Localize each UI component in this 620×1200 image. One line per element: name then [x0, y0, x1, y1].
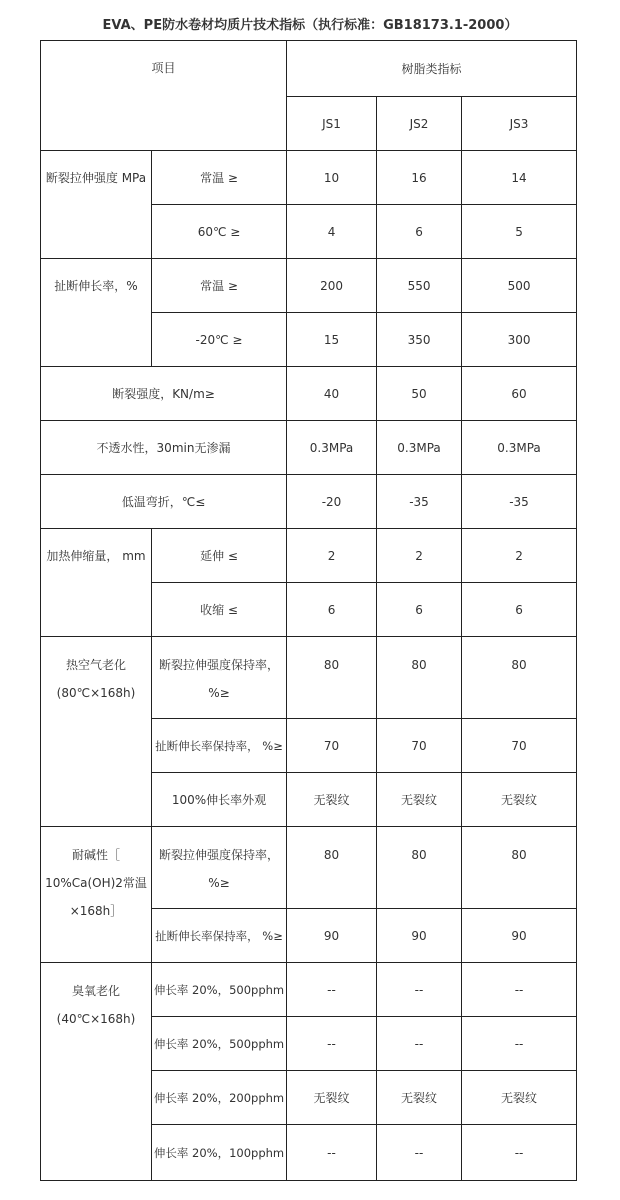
spec-table	[40, 40, 577, 1181]
cond-line2: %≥	[208, 876, 230, 890]
cond-cell	[152, 637, 287, 719]
value-cell: --	[462, 1125, 577, 1181]
value-cell: 80	[377, 637, 462, 719]
value-cell: 70	[462, 719, 577, 773]
value-cell: 90	[287, 909, 377, 963]
cond-cell: 100%伸长率外观	[152, 773, 287, 827]
value-cell: 80	[462, 827, 577, 909]
cond-cell: 延伸 ≤	[152, 529, 287, 583]
value-cell: 无裂纹	[462, 1071, 577, 1125]
aging-label-line1: 热空气老化	[65, 658, 126, 672]
table-row	[41, 475, 577, 529]
value-cell: 2	[287, 529, 377, 583]
ozone-label	[41, 963, 152, 1181]
table-title: EVA、PE防水卷材均质片技术指标（执行标准：GB18173.1-2000）	[102, 18, 518, 33]
value-cell: 6	[287, 583, 377, 637]
value-cell: 14	[462, 151, 577, 205]
cond-cell: -20℃ ≥	[152, 313, 287, 367]
value-cell: 40	[287, 367, 377, 421]
value-cell: 2	[377, 529, 462, 583]
table-row	[41, 367, 577, 421]
alkali-label-line1: 耐碱性［	[71, 848, 120, 862]
value-cell: -20	[287, 475, 377, 529]
value-cell: -35	[462, 475, 577, 529]
value-cell: 0.3MPa	[377, 421, 462, 475]
table-row	[41, 529, 577, 583]
value-cell: 6	[462, 583, 577, 637]
alkali-label	[41, 827, 152, 963]
value-cell: 350	[377, 313, 462, 367]
col-js2: JS2	[377, 97, 462, 151]
table-row	[41, 637, 577, 719]
elongation-label: 扯断伸长率，%	[41, 259, 152, 367]
value-cell: 90	[462, 909, 577, 963]
value-cell: 500	[462, 259, 577, 313]
value-cell: 0.3MPa	[462, 421, 577, 475]
heat-label: 加热伸缩量， mm	[41, 529, 152, 637]
value-cell: 70	[377, 719, 462, 773]
alkali-label-line3: ×168h］	[69, 904, 123, 918]
value-cell: --	[462, 963, 577, 1017]
cond-cell: 伸长率 20%，100pphm	[152, 1125, 287, 1181]
cond-cell	[152, 827, 287, 909]
value-cell: 300	[462, 313, 577, 367]
value-cell: --	[287, 1017, 377, 1071]
table-row	[41, 963, 577, 1017]
value-cell: 无裂纹	[377, 773, 462, 827]
cond-cell: 60℃ ≥	[152, 205, 287, 259]
col-js1: JS1	[287, 97, 377, 151]
value-cell: 无裂纹	[377, 1071, 462, 1125]
cond-cell: 常温 ≥	[152, 259, 287, 313]
cond-cell: 伸长率 20%，200pphm	[152, 1071, 287, 1125]
value-cell: 60	[462, 367, 577, 421]
table-row	[41, 827, 577, 909]
value-cell: 550	[377, 259, 462, 313]
cond-line1: 断裂拉伸强度保持率，	[159, 848, 280, 862]
tensile-label: 断裂拉伸强度 MPa	[41, 151, 152, 259]
value-cell: -35	[377, 475, 462, 529]
tear-label: 断裂强度，KN/m≥	[41, 367, 287, 421]
cond-cell: 常温 ≥	[152, 151, 287, 205]
cond-cell: 伸长率 20%，500pphm	[152, 1017, 287, 1071]
value-cell: 15	[287, 313, 377, 367]
value-cell: 80	[287, 637, 377, 719]
value-cell: 16	[377, 151, 462, 205]
value-cell: 无裂纹	[287, 773, 377, 827]
cond-line1: 断裂拉伸强度保持率，	[159, 658, 280, 672]
col-js3: JS3	[462, 97, 577, 151]
aging-label	[41, 637, 152, 827]
table-row	[41, 151, 577, 205]
aging-label-line2: (80℃×168h)	[56, 686, 136, 700]
value-cell: 10	[287, 151, 377, 205]
table-row	[41, 259, 577, 313]
value-cell: 无裂纹	[287, 1071, 377, 1125]
table-row	[41, 421, 577, 475]
alkali-label-line2: 10%Ca(OH)2常温	[45, 876, 147, 890]
value-cell: 70	[287, 719, 377, 773]
value-cell: --	[287, 1125, 377, 1181]
value-cell: 80	[377, 827, 462, 909]
value-cell: --	[377, 1125, 462, 1181]
ozone-label-line2: (40℃×168h)	[56, 1012, 136, 1026]
value-cell: 200	[287, 259, 377, 313]
value-cell: --	[462, 1017, 577, 1071]
value-cell: --	[377, 963, 462, 1017]
cond-cell: 扯断伸长率保持率， %≥	[152, 719, 287, 773]
value-cell: 0.3MPa	[287, 421, 377, 475]
value-cell: 2	[462, 529, 577, 583]
ozone-label-line1: 臭氧老化	[71, 984, 120, 998]
cond-cell: 收缩 ≤	[152, 583, 287, 637]
value-cell: 6	[377, 205, 462, 259]
header-item: 项目	[41, 41, 287, 151]
header-group: 树脂类指标	[287, 41, 577, 97]
cond-line2: %≥	[208, 686, 230, 700]
cold-label: 低温弯折，℃≤	[41, 475, 287, 529]
value-cell: --	[287, 963, 377, 1017]
value-cell: 5	[462, 205, 577, 259]
value-cell: 6	[377, 583, 462, 637]
value-cell: 90	[377, 909, 462, 963]
cond-cell: 伸长率 20%，500pphm	[152, 963, 287, 1017]
value-cell: --	[377, 1017, 462, 1071]
water-label: 不透水性，30min无渗漏	[41, 421, 287, 475]
value-cell: 80	[462, 637, 577, 719]
value-cell: 80	[287, 827, 377, 909]
cond-cell: 扯断伸长率保持率， %≥	[152, 909, 287, 963]
value-cell: 50	[377, 367, 462, 421]
value-cell: 无裂纹	[462, 773, 577, 827]
value-cell: 4	[287, 205, 377, 259]
header-row	[41, 41, 577, 97]
